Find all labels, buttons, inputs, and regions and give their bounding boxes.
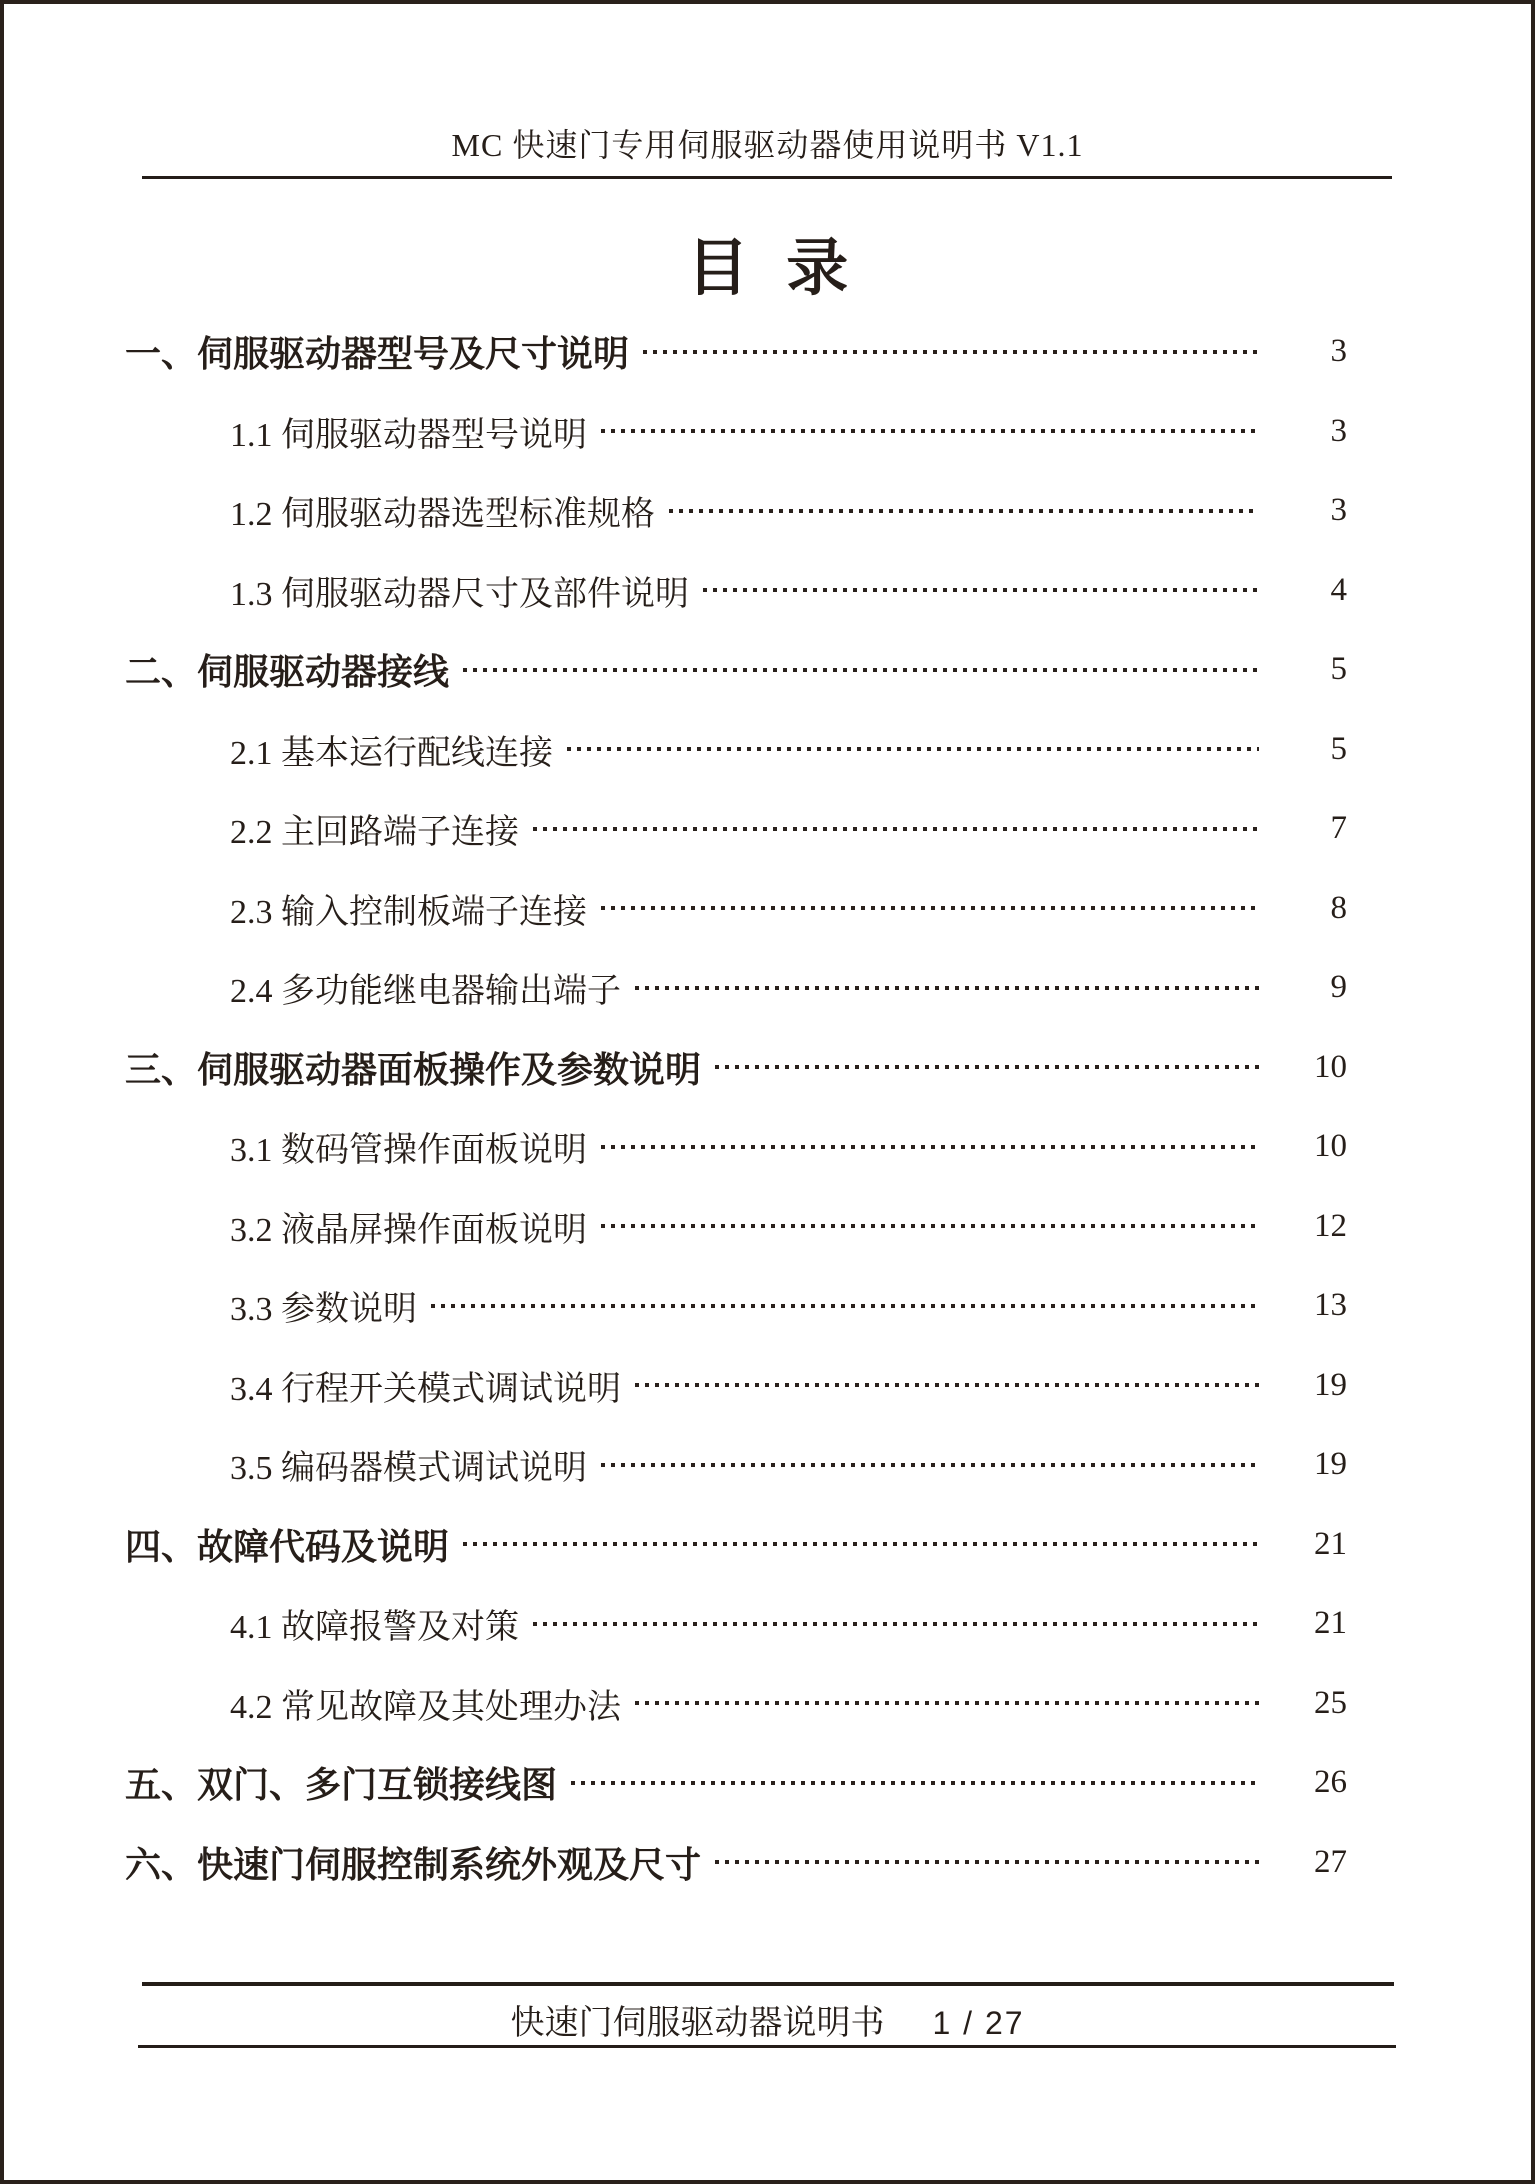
toc-entry (125, 710, 1347, 790)
toc-entry-label: 二、伺服驱动器接线 (125, 651, 450, 693)
toc-entry (125, 471, 1347, 551)
toc-entry-page-number: 26 (1314, 1764, 1347, 1801)
dot-leader (571, 1781, 1259, 1785)
toc-entry-page-number: 21 (1314, 1605, 1347, 1642)
toc-entry-page-number: 9 (1330, 969, 1347, 1006)
toc-entry-page-number: 3 (1330, 333, 1347, 370)
toc-entry-label: 4.2 常见故障及其处理办法 (230, 1688, 621, 1726)
dot-leader (463, 1542, 1259, 1546)
toc-entry-label: 1.3 伺服驱动器尺寸及部件说明 (230, 575, 689, 613)
toc-entry-page-number: 8 (1330, 889, 1347, 926)
toc-entry-label: 2.4 多功能继电器输出端子 (230, 973, 621, 1011)
dot-leader (669, 509, 1259, 513)
toc-entry-page-number: 10 (1314, 1048, 1347, 1085)
dot-leader (533, 1622, 1259, 1626)
toc-entry-label: 1.2 伺服驱动器选型标准规格 (230, 496, 655, 534)
toc-entry (125, 392, 1347, 472)
footer-divider-top (142, 1982, 1394, 1986)
toc-entry (125, 630, 1347, 710)
page-title: 目 录 (686, 235, 849, 303)
footer-page-indicator: 1 / 27 (932, 2005, 1025, 2041)
toc-entry-label: 2.3 输入控制板端子连接 (230, 893, 587, 931)
dot-leader (601, 1145, 1259, 1149)
dot-leader (715, 1065, 1259, 1069)
toc-entry-label: 2.2 主回路端子连接 (230, 814, 519, 852)
toc-entry (125, 312, 1347, 392)
dot-leader (703, 588, 1259, 592)
toc-entry-label: 3.2 液晶屏操作面板说明 (230, 1211, 587, 1249)
toc-entry-label: 3.1 数码管操作面板说明 (230, 1132, 587, 1170)
toc-entry-label: 六、快速门伺服控制系统外观及尺寸 (125, 1843, 702, 1885)
toc-entry-label: 四、故障代码及说明 (125, 1525, 450, 1567)
toc-entry-page-number: 25 (1314, 1684, 1347, 1721)
footer-divider-bottom (138, 2045, 1396, 2048)
toc-entry-label: 一、伺服驱动器型号及尺寸说明 (125, 333, 630, 375)
toc-entry-page-number: 4 (1330, 571, 1347, 608)
toc-entry-label: 3.4 行程开关模式调试说明 (230, 1370, 621, 1408)
toc-entry (125, 869, 1347, 949)
toc-entry (125, 1664, 1347, 1744)
running-header: MC 快速门专用伺服驱动器使用说明书 V1.1 (451, 127, 1084, 163)
dot-leader (635, 1701, 1259, 1705)
toc-entry-page-number: 5 (1330, 651, 1347, 688)
dot-leader (715, 1860, 1259, 1864)
dot-leader (533, 827, 1259, 831)
dot-leader (601, 1463, 1259, 1467)
toc-entry-page-number: 5 (1330, 730, 1347, 767)
toc-entry-page-number: 7 (1330, 810, 1347, 847)
toc-entry (125, 1266, 1347, 1346)
toc-entry-label: 4.1 故障报警及对策 (230, 1609, 519, 1647)
toc-entry-label: 3.5 编码器模式调试说明 (230, 1450, 587, 1488)
dot-leader (643, 350, 1259, 354)
toc-entry-page-number: 19 (1314, 1366, 1347, 1403)
toc-entry (125, 1823, 1347, 1903)
dot-leader (601, 906, 1259, 910)
toc-entry-page-number: 10 (1314, 1128, 1347, 1165)
toc-entry (125, 1107, 1347, 1187)
toc-entry-page-number: 12 (1314, 1207, 1347, 1244)
toc-entry-page-number: 3 (1330, 412, 1347, 449)
toc-entry-label: 五、双门、多门互锁接线图 (125, 1764, 558, 1806)
page-footer (0, 1995, 1535, 2044)
toc-entry-page-number: 19 (1314, 1446, 1347, 1483)
toc-entry (125, 789, 1347, 869)
toc-entry (125, 551, 1347, 631)
toc-entry-label: 三、伺服驱动器面板操作及参数说明 (125, 1048, 702, 1090)
header-divider (142, 176, 1392, 179)
toc-entry (125, 1743, 1347, 1823)
toc-entry-page-number: 13 (1314, 1287, 1347, 1324)
dot-leader (567, 747, 1259, 751)
toc-entry-page-number: 21 (1314, 1525, 1347, 1562)
toc-entry-page-number: 3 (1330, 492, 1347, 529)
toc-entry-label: 2.1 基本运行配线连接 (230, 734, 553, 772)
toc-entry (125, 1187, 1347, 1267)
dot-leader (635, 1383, 1259, 1387)
dot-leader (431, 1304, 1259, 1308)
dot-leader (601, 429, 1259, 433)
toc-entry (125, 1584, 1347, 1664)
dot-leader (463, 668, 1259, 672)
toc-entry (125, 1425, 1347, 1505)
toc-entry (125, 1028, 1347, 1108)
toc-entry-label: 3.3 参数说明 (230, 1291, 417, 1329)
toc-entry-page-number: 27 (1314, 1843, 1347, 1880)
toc-list (125, 312, 1347, 1902)
toc-entry (125, 1505, 1347, 1585)
footer-doc-name: 快速门伺服驱动器说明书 (510, 2005, 885, 2042)
toc-entry-label: 1.1 伺服驱动器型号说明 (230, 416, 587, 454)
toc-entry (125, 948, 1347, 1028)
dot-leader (635, 986, 1259, 990)
toc-entry (125, 1346, 1347, 1426)
dot-leader (601, 1224, 1259, 1228)
